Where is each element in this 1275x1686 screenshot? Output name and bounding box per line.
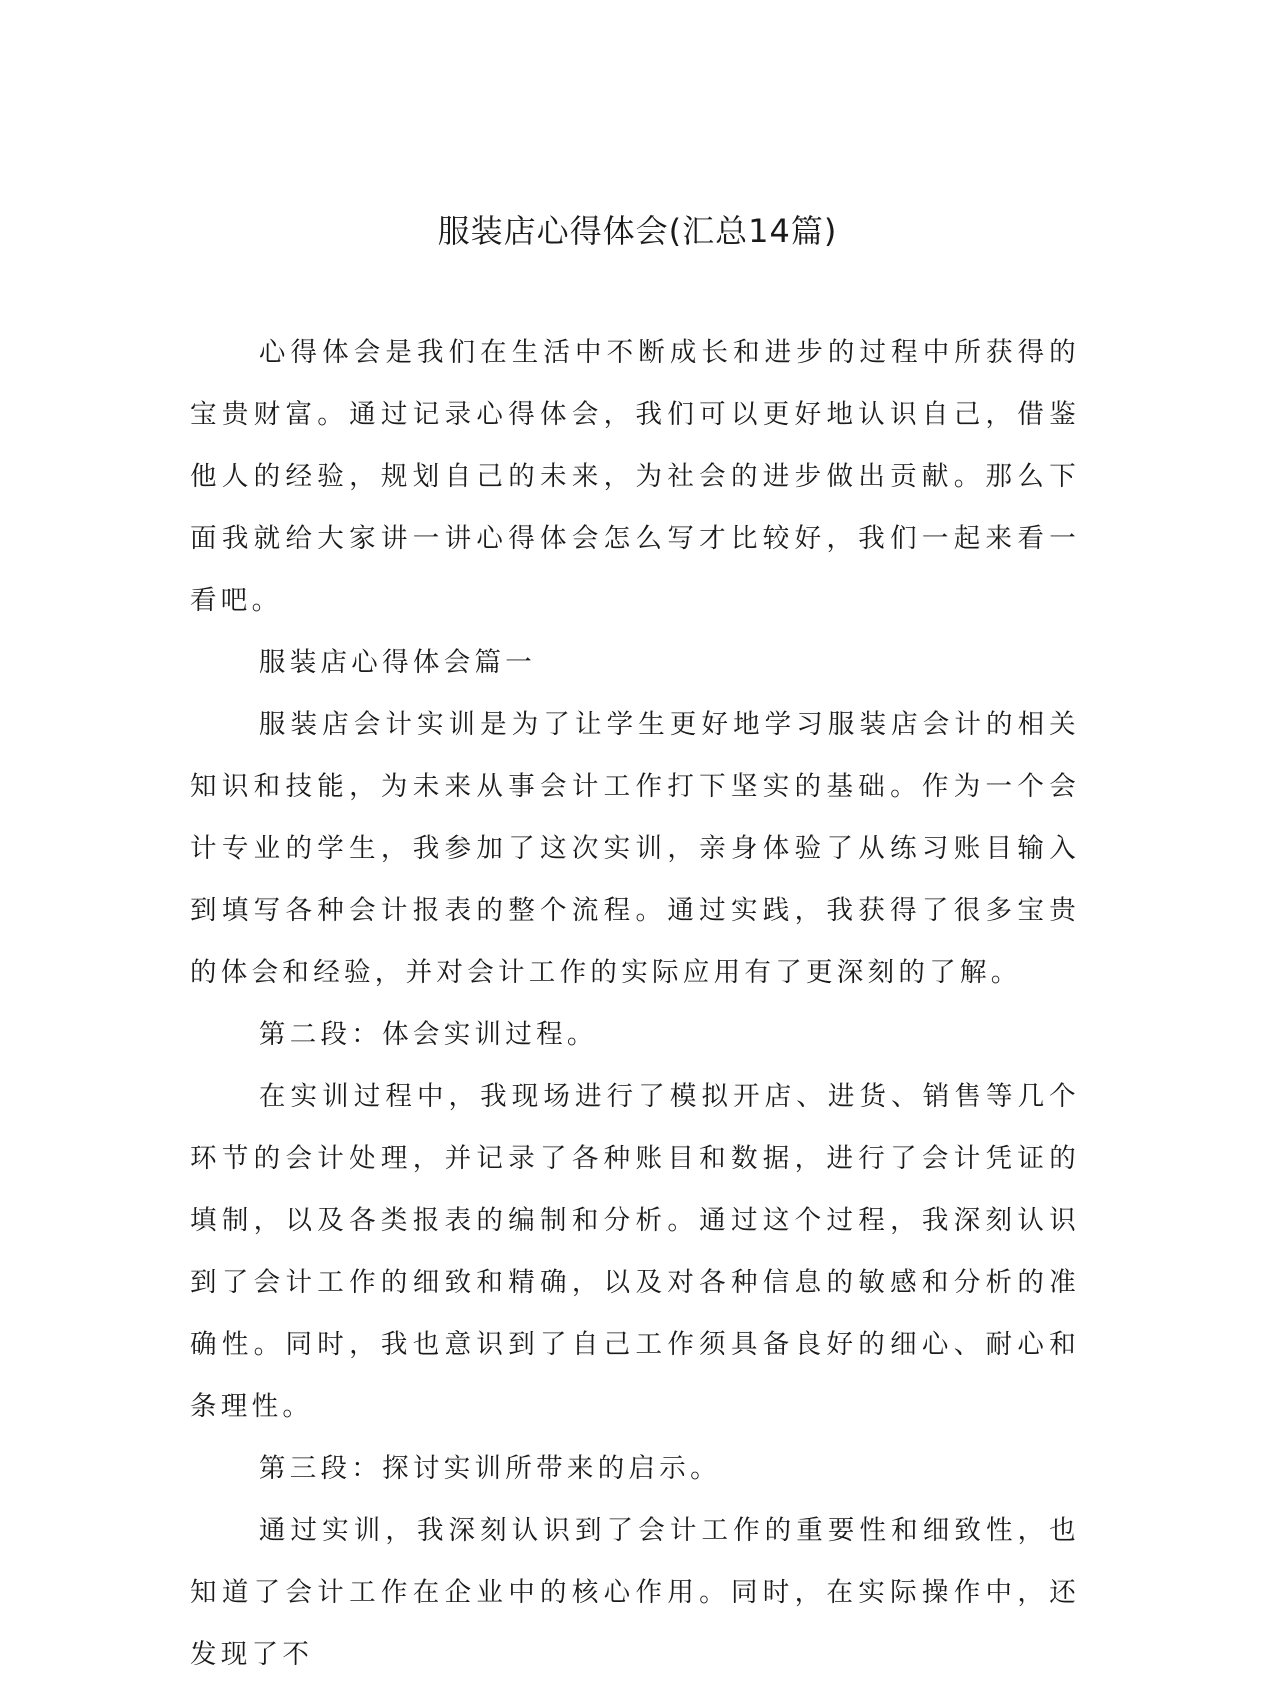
body-paragraph: 通过实训，我深刻认识到了会计工作的重要性和细致性，也知道了会计工作在企业中的核心作用。同时，在实际操作中，还发现了不 bbox=[190, 1515, 1080, 1670]
body-paragraph: 服装店会计实训是为了让学生更好地学习服装店会计的相关知识和技能，为未来从事会计工作打下坚实的基础。作为一个会计专业的学生，我参加了这次实训，亲身体验了从练习账目输入到填写各种会计报表的整个流程。通过实践，我获得了很多宝贵的体会和经验，并对会计工作的实际应用有了更深刻的了解。 bbox=[190, 709, 1080, 988]
intro-paragraph: 心得体会是我们在生活中不断成长和进步的过程中所获得的宝贵财富。通过记录心得体会，我们可以更好地认识自己，借鉴他人的经验，规划自己的未来，为社会的进步做出贡献。那么下面我就给大家讲一讲心得体会怎么写才比较好，我们一起来看一看吧。 bbox=[190, 337, 1080, 616]
section-heading-third: 第三段：探讨实训所带来的启示。 bbox=[258, 1453, 721, 1484]
document-body bbox=[190, 322, 1080, 1686]
document-title: 服装店心得体会(汇总14篇) bbox=[437, 212, 838, 250]
section-heading-second: 第二段：体会实训过程。 bbox=[258, 1019, 598, 1050]
section-heading-part-one: 服装店心得体会篇一 bbox=[258, 647, 537, 678]
body-paragraph: 在实训过程中，我现场进行了模拟开店、进货、销售等几个环节的会计处理，并记录了各种账目和数据，进行了会计凭证的填制，以及各类报表的编制和分析。通过这个过程，我深刻认识到了会计工作的细致和精确，以及对各种信息的敏感和分析的准确性。同时，我也意识到了自己工作须具备良好的细心、耐心和条理性。 bbox=[190, 1081, 1080, 1422]
